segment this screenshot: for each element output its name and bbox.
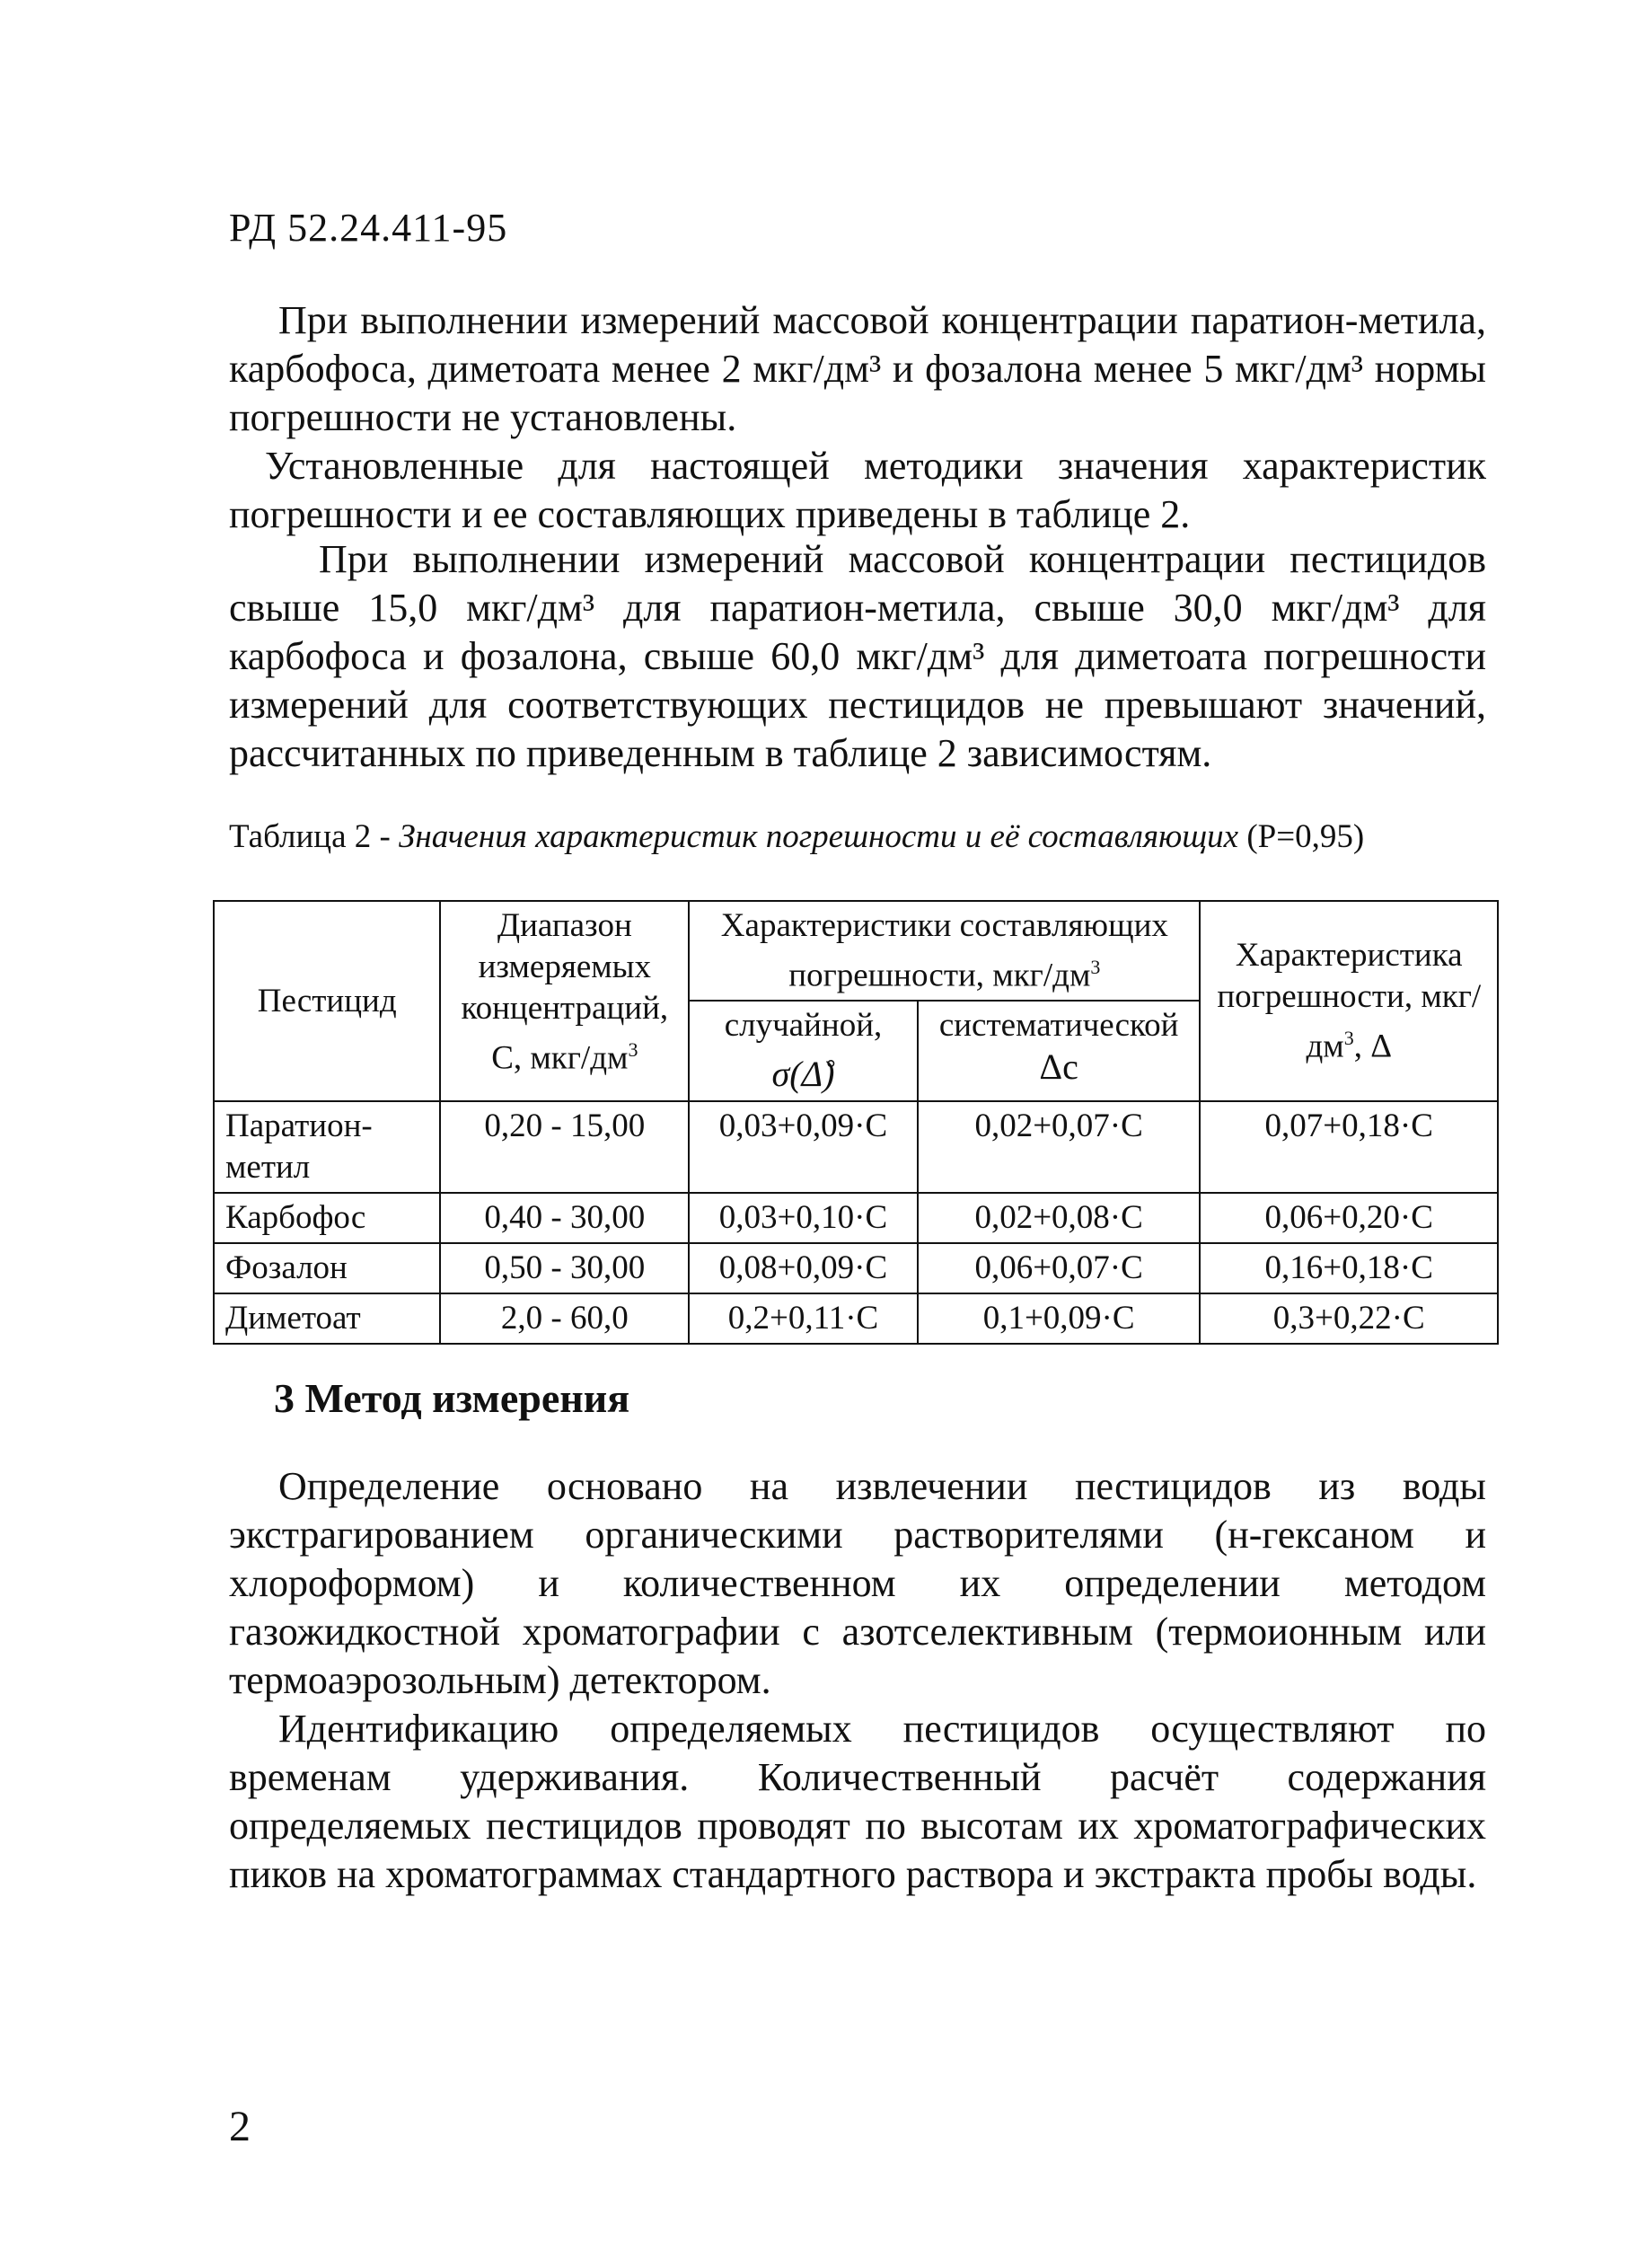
table-caption-prefix: Таблица 2 - [229, 818, 400, 855]
header-total-sup: 3 [1343, 1027, 1354, 1049]
table-row-paration-methyl [214, 1101, 1498, 1193]
header-range-sup: 3 [628, 1038, 638, 1061]
cell-total: 0,16+0,18·С [1200, 1243, 1498, 1293]
table-row-dimetoat [214, 1293, 1498, 1344]
table-caption-probability: (Р=0,95) [1238, 818, 1365, 855]
cell-name: Фозалон [214, 1243, 440, 1293]
table-row-fozalon [214, 1243, 1498, 1293]
paragraph-identification: Идентификацию определяемых пестицидов осуществляют по временам удерживания. Количественный расчёт содержания определяемых пестицидов проводят по высотам их хроматографических пиков на хроматограммах стандартного раствора и экстракта пробы воды. [229, 1707, 1486, 1896]
cell-random: 0,2+0,11·С [689, 1293, 918, 1344]
paragraph-high-concentration: При выполнении измерений массовой концентрации пестицидов свыше 15,0 мкг/дм³ для паратион-метила, свыше 30,0 мкг/дм³ для карбофоса и фозалона, свыше 60,0 мкг/дм³ для диметоата погрешности измерений для соответствующих пестицидов не превышают значений, рассчитанных по приведенным в таблице 2 зависимостям. [229, 537, 1486, 775]
cell-systematic: 0,02+0,08·С [918, 1193, 1201, 1243]
cell-random: 0,08+0,09·С [689, 1243, 918, 1293]
cell-total: 0,07+0,18·С [1200, 1101, 1498, 1193]
delta-c-symbol: Δc [1039, 1046, 1078, 1088]
header-total [1200, 901, 1498, 1101]
document-code-header: РД 52.24.411-95 [229, 206, 508, 250]
page-number: 2 [229, 2103, 251, 2150]
cell-systematic: 0,1+0,09·С [918, 1293, 1201, 1344]
table-row-karbofos [214, 1193, 1498, 1243]
paragraph-error-norms: При выполнении измерений массовой концентрации паратион-метила, карбофоса, диметоата менее 2 мкг/дм³ и фозалона менее 5 мкг/дм³ нормы погрешности не установлены. [229, 298, 1486, 439]
cell-systematic: 0,02+0,07·С [918, 1101, 1201, 1193]
header-range-text: Диапазон измеряемых концентраций, С, мкг/дм [461, 907, 669, 1077]
cell-name: Карбофос [214, 1193, 440, 1243]
cell-random: 0,03+0,09·С [689, 1101, 918, 1193]
table-caption [229, 817, 1364, 856]
cell-random: 0,03+0,10·С [689, 1193, 918, 1243]
cell-name: Паратион-метил [214, 1101, 440, 1193]
section-title: 3 Метод измерения [274, 1375, 630, 1421]
cell-range: 0,20 - 15,00 [440, 1101, 689, 1193]
table-header-row-1 [214, 901, 1498, 1001]
cell-total: 0,3+0,22·С [1200, 1293, 1498, 1344]
header-total-text: Характеристика погрешности, мкг/дм [1217, 937, 1482, 1065]
cell-range: 2,0 - 60,0 [440, 1293, 689, 1344]
sigma-symbol: σ(Δ̊) [771, 1054, 835, 1095]
header-pesticide: Пестицид [214, 901, 440, 1101]
header-systematic [918, 1001, 1201, 1101]
header-components-sup: 3 [1090, 956, 1101, 978]
cell-total: 0,06+0,20·С [1200, 1193, 1498, 1243]
header-components-text: Характеристики составляющих погрешности, мкг/дм [720, 907, 1168, 994]
header-random [689, 1001, 918, 1101]
paragraph-method-basis: Определение основано на извлечении пестицидов из воды экстрагированием органическими растворителями (н-гексаном и хлороформом) и количественном их определении методом газожидкостной хроматографии с азотселективным (термоионным или термоаэрозольным) детектором. [229, 1464, 1486, 1702]
header-range [440, 901, 689, 1101]
table-caption-title: Значения характеристик погрешности и её составляющих [399, 818, 1239, 855]
header-total-delta: , Δ [1353, 1028, 1393, 1065]
error-characteristics-table [213, 900, 1499, 1345]
header-components [689, 901, 1200, 1001]
cell-systematic: 0,06+0,07·С [918, 1243, 1201, 1293]
cell-name: Диметоат [214, 1293, 440, 1344]
header-systematic-text: систематической [938, 1007, 1179, 1045]
header-random-text: случайной, [724, 1007, 883, 1045]
cell-range: 0,50 - 30,00 [440, 1243, 689, 1293]
paragraph-table-reference: Установленные для настоящей методики значения характеристик погрешности и ее составляющих приведены в таблице 2. [229, 444, 1486, 536]
cell-range: 0,40 - 30,00 [440, 1193, 689, 1243]
